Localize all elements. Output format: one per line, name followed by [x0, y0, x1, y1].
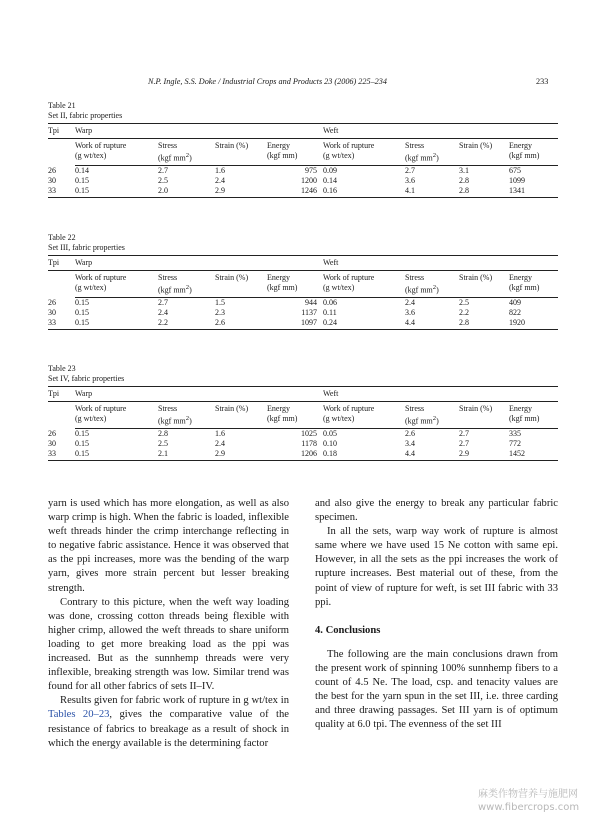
- work-of-rupture-header: Work of rupture (g wt/tex): [75, 402, 158, 429]
- stress-header: Stress (kgf $mm^2$): [405, 139, 459, 166]
- table-row: 30 0.15 2.4 2.3 1137 0.11 3.6 2.2 822: [48, 308, 521, 317]
- energy-header: Energy (kgf mm): [267, 271, 323, 298]
- energy-header: Energy (kgf mm): [509, 139, 558, 166]
- table-title: Set III, fabric properties: [48, 243, 125, 252]
- weft-header: Weft: [323, 256, 558, 271]
- warp-header: Warp: [75, 124, 323, 139]
- work-of-rupture-header: Work of rupture (g wt/tex): [323, 139, 405, 166]
- strain-header: Strain (%): [215, 402, 267, 429]
- strain-header: Strain (%): [215, 271, 267, 298]
- tpi-header: Tpi: [48, 387, 75, 402]
- strain-header: Strain (%): [215, 139, 267, 166]
- energy-header: Energy (kgf mm): [509, 271, 558, 298]
- body-paragraph: In all the sets, warp way work of rupture is almost same where we have used 15 Ne cotton with same epi. However, in all the sets as the ppi increases the work of rupture increases. Best material out of these, from the point of view of rupture for weft, is set III fabric with 33 ppi.: [315, 526, 558, 608]
- stress-header: Stress (kgf $mm^2$): [405, 271, 459, 298]
- work-of-rupture-header: Work of rupture (g wt/tex): [75, 271, 158, 298]
- table-grid: [48, 255, 558, 330]
- strain-header: Strain (%): [459, 402, 509, 429]
- body-paragraph: The following are the main conclusions drawn from the present work of spinning 100% sunnhemp fibers to a count of 4.5 Ne. The load, csp. and tenacity values are the best for the yarn spun in the set III, i.e. three carding and three drawing passages. Set III yarn is of optimum quality at 6.0 tpi. The evenness of the set III: [315, 648, 558, 731]
- strain-header: Strain (%): [459, 271, 509, 298]
- table-title: Set IV, fabric properties: [48, 374, 125, 383]
- work-of-rupture-header: Work of rupture (g wt/tex): [323, 271, 405, 298]
- table-row: 26 0.15 2.7 1.5 944 0.06 2.4 2.5 409: [48, 297, 521, 307]
- energy-header: Energy (kgf mm): [267, 402, 323, 429]
- table-23: [48, 364, 558, 461]
- table-row: 33 0.15 2.0 2.9 1246 0.16 4.1 2.8 1341: [48, 186, 558, 198]
- left-column: [48, 497, 289, 751]
- watermark: [478, 788, 579, 814]
- table-row: 30 0.15 2.5 2.4 1200 0.14 3.6 2.8 1099: [48, 176, 525, 185]
- table-grid: [48, 123, 558, 198]
- table-row: 30 0.15 2.5 2.4 1178 0.10 3.4 2.7 772: [48, 439, 521, 448]
- page-number: 233: [536, 77, 549, 86]
- stress-header: Stress (kgf $mm^2$): [158, 402, 215, 429]
- watermark-line: 麻类作物营养与施肥网: [478, 789, 578, 800]
- tables-reference-link[interactable]: Tables 20–23: [48, 709, 110, 721]
- energy-header: Energy (kgf mm): [509, 402, 558, 429]
- journal-citation: N.P. Ingle, S.S. Doke / Industrial Crops and Products 23 (2006) 225–234: [148, 77, 387, 86]
- work-of-rupture-header: Work of rupture (g wt/tex): [323, 402, 405, 429]
- body-paragraph: Results given for fabric work of rupture in g wt/tex in Tables 20–23, gives the comparative value of the resistance of fabrics to breakage as a result of shock in which the energy available is the determining factor: [48, 695, 290, 749]
- table-grid: [48, 386, 558, 461]
- table-row: 33 0.15 2.1 2.9 1206 0.18 4.4 2.9 1452: [48, 449, 558, 461]
- right-column: [315, 497, 558, 732]
- table-row: 26 0.15 2.8 1.6 1025 0.05 2.6 2.7 335: [48, 428, 521, 438]
- table-label: Table 21: [48, 101, 76, 110]
- weft-header: Weft: [323, 124, 558, 139]
- running-header: [0, 77, 606, 89]
- warp-header: Warp: [75, 387, 323, 402]
- warp-header: Warp: [75, 256, 323, 271]
- table-label: Table 22: [48, 233, 76, 242]
- table-22: [48, 233, 558, 330]
- watermark-url: www.fibercrops.com: [478, 802, 580, 813]
- table-21: [48, 101, 558, 198]
- work-of-rupture-header: Work of rupture (g wt/tex): [75, 139, 158, 166]
- stress-header: Stress (kgf $mm^2$): [158, 271, 215, 298]
- body-paragraph: Contrary to this picture, when the weft way loading was done, crossing cotton threads being flexible with higher crimp, allowed the weft threads to share uniform loading to get more breaking load as the ppi was increased. But as the sunnhemp threads were very inflexible, breaking strength was low. Similar trend was found for all other fabrics of sets II–IV.: [48, 596, 289, 693]
- stress-header: Stress (kgf $mm^2$): [158, 139, 215, 166]
- table-row: 33 0.15 2.2 2.6 1097 0.24 4.4 2.8 1920: [48, 318, 558, 330]
- tpi-header: Tpi: [48, 256, 75, 271]
- stress-header: Stress (kgf $mm^2$): [405, 402, 459, 429]
- strain-header: Strain (%): [459, 139, 509, 166]
- table-title: Set II, fabric properties: [48, 111, 123, 120]
- tpi-header: Tpi: [48, 124, 75, 139]
- weft-header: Weft: [323, 387, 558, 402]
- table-label: Table 23: [48, 364, 76, 373]
- table-row: 26 0.14 2.7 1.6 975 0.09 2.7 3.1 675: [48, 165, 521, 175]
- body-paragraph: yarn is used which has more elongation, as well as also warp crimp is high. When the fabric is loaded, inflexible weft threads hinder the crimp interchange reflecting in to negative fabric assistance. Hence it was observed that as the ppi increases, more was the bending of the warp yarn, gives more strain percent but lesser breaking strength.: [48, 498, 289, 594]
- energy-header: Energy (kgf mm): [267, 139, 323, 166]
- body-paragraph: and also give the energy to break any particular fabric specimen.: [315, 498, 558, 524]
- section-heading: 4. Conclusions: [315, 624, 381, 636]
